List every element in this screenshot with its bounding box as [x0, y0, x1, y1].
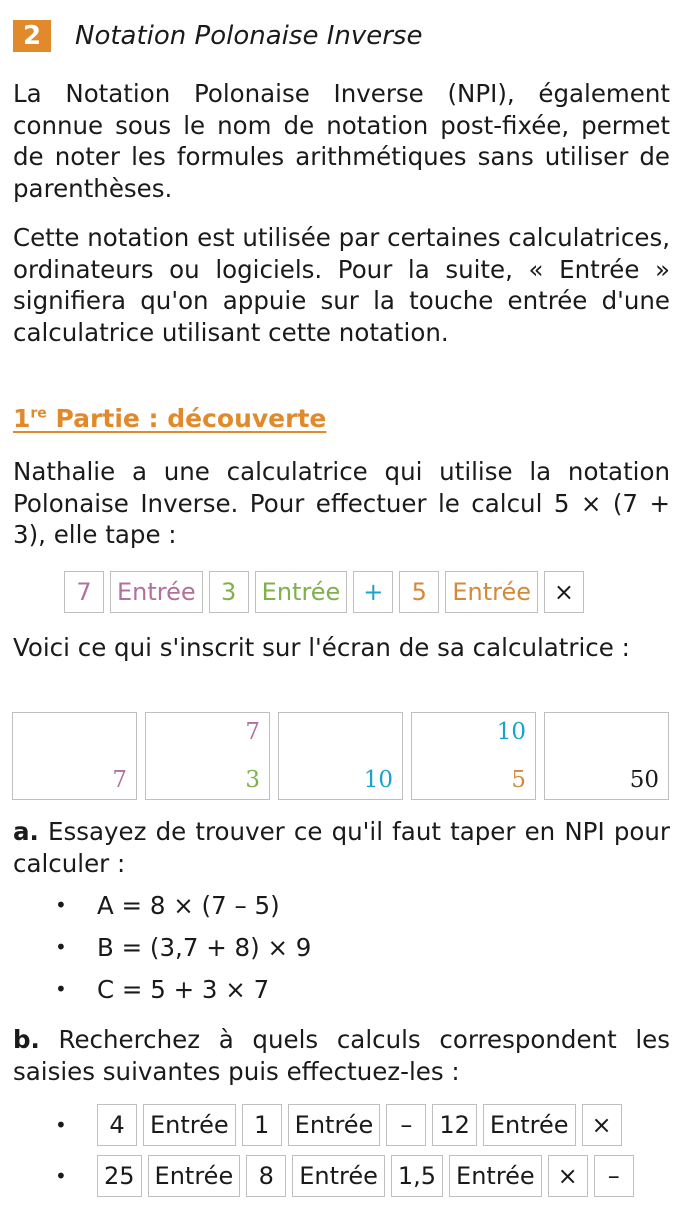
sequence-key: Entrée	[483, 1104, 576, 1146]
sequence-key: ×	[548, 1155, 588, 1197]
sequence-key: Entrée	[449, 1155, 542, 1197]
bullet-dot: •	[55, 893, 67, 917]
sequence-key: Entrée	[148, 1155, 241, 1197]
question-a-text: Essayez de trouver ce qu'il faut taper en NPI pour calculer :	[13, 817, 670, 878]
example-key: 7	[64, 571, 104, 613]
example-key: Entrée	[445, 571, 538, 613]
calculator-screen	[278, 712, 403, 800]
sequence-key: 8	[246, 1155, 286, 1197]
expression-item	[55, 926, 311, 968]
screen-bottom-value: 5	[511, 767, 526, 793]
screen-top-value: 7	[245, 719, 260, 745]
sequence-key: ×	[582, 1104, 622, 1146]
exercise-heading	[13, 19, 422, 53]
screen-bottom-value: 3	[245, 767, 260, 793]
screen-bottom-value: 50	[629, 767, 659, 793]
question-b-label: b.	[13, 1025, 40, 1054]
part-1-title	[13, 404, 326, 433]
bullet-dot: •	[55, 977, 67, 1001]
bullet-dot: •	[55, 935, 67, 959]
calculator-screen	[12, 712, 137, 800]
sequence-keys	[97, 1155, 634, 1197]
sequence-key: –	[386, 1104, 426, 1146]
part-title-text: Partie : découverte	[46, 404, 327, 433]
example-key: ×	[544, 571, 584, 613]
exercise-number-badge: 2	[13, 20, 51, 52]
sequence-row-1	[55, 1104, 622, 1146]
nathalie-paragraph: Nathalie a une calculatrice qui utilise la notation Polonaise Inverse. Pour effectuer le calcul 5 × (7 + 3), elle tape :	[13, 457, 670, 549]
exercise-title: Notation Polonaise Inverse	[75, 21, 423, 51]
sequence-key: 12	[432, 1104, 477, 1146]
question-b	[13, 1024, 670, 1087]
example-key-sequence	[64, 571, 584, 613]
screen-bottom-value: 10	[363, 767, 393, 793]
sequence-row-2	[55, 1155, 634, 1197]
sequence-keys	[97, 1104, 622, 1146]
screen-bottom-value: 7	[112, 767, 127, 793]
question-b-text: Recherchez à quels calculs correspondent les saisies suivantes puis effectuez-les :	[13, 1025, 670, 1086]
question-a	[13, 816, 670, 879]
sequence-key: Entrée	[292, 1155, 385, 1197]
calculator-screen	[411, 712, 536, 800]
example-key: Entrée	[110, 571, 203, 613]
intro-paragraph-2: Cette notation est utilisée par certaines calculatrices, ordinateurs ou logiciels. Pour la suite, « Entrée » signifiera qu'on appuie sur la touche entrée d'une calculatrice utilisant cette notation.	[13, 223, 670, 347]
example-key: +	[353, 571, 393, 613]
question-a-label: a.	[13, 817, 39, 846]
sequence-key: Entrée	[143, 1104, 236, 1146]
sequence-key: 1	[242, 1104, 282, 1146]
expression-text: C = 5 + 3 × 7	[97, 974, 270, 1004]
part-title-superscript: re	[30, 405, 47, 422]
expression-text: B = (3,7 + 8) × 9	[97, 932, 312, 962]
part-title-number: 1	[13, 404, 31, 433]
calculator-screens	[12, 712, 669, 800]
bullet-dot: •	[55, 1164, 67, 1188]
sequence-key: –	[594, 1155, 634, 1197]
sequence-key: Entrée	[288, 1104, 381, 1146]
voici-paragraph: Voici ce qui s'inscrit sur l'écran de sa calculatrice :	[13, 633, 630, 662]
bullet-dot: •	[55, 1113, 67, 1137]
expression-item	[55, 968, 311, 1010]
question-a-expressions	[55, 884, 311, 1010]
intro-paragraph-1: La Notation Polonaise Inverse (NPI), également connue sous le nom de notation post-fixée, permet de noter les formules arithmétiques sans utiliser de parenthèses.	[13, 79, 670, 203]
expression-item	[55, 884, 311, 926]
expression-text: A = 8 × (7 – 5)	[97, 890, 280, 920]
sequence-key: 1,5	[391, 1155, 443, 1197]
sequence-key: 4	[97, 1104, 137, 1146]
example-key: 3	[209, 571, 249, 613]
example-key: Entrée	[255, 571, 348, 613]
screen-top-value: 10	[496, 719, 526, 745]
calculator-screen	[544, 712, 669, 800]
sequence-key: 25	[97, 1155, 142, 1197]
example-key: 5	[399, 571, 439, 613]
calculator-screen	[145, 712, 270, 800]
